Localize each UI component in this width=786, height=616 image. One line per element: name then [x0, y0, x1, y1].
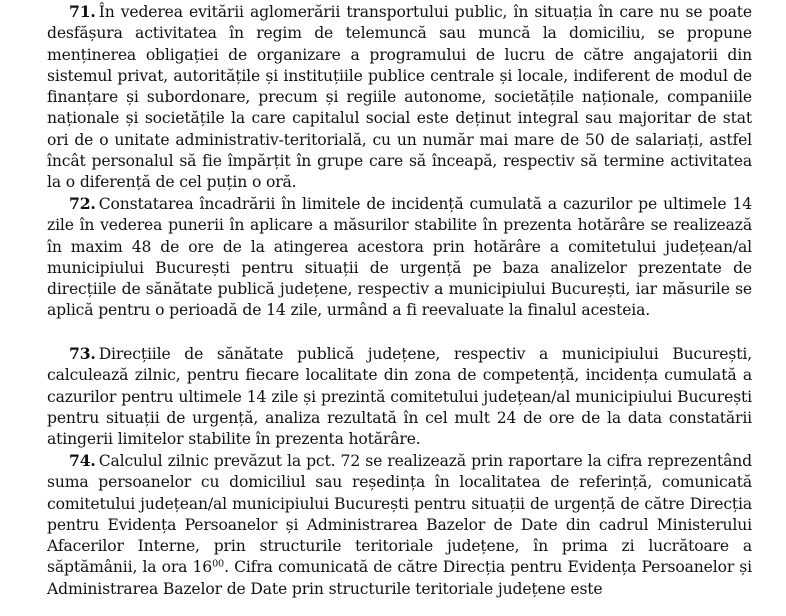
time-superscript: 00 [212, 559, 225, 571]
paragraph-text: Constatarea încadrării în limitele de incidență cumulată a cazurilor pe ultimele 14 zile în vederea punerii în aplicare a măsurilor stabilite în prezenta hotărâre se realizează în maxim 48 de ore de la atingerea acestora prin hotărâre a comitetului județean/al municipiului București pentru situații de urgență pe baza analizelor prezentate de direcțiile de sănătate publică județene, respectiv a municipiului București, iar măsurile se aplică pentru o perioadă de 14 zile, urmând a fi reevaluate la finalul acesteia. [47, 195, 752, 320]
paragraph-74 [47, 450, 752, 600]
paragraph-text-continued: . Cifra comunicată de către Direcția pentru Evidența Persoanelor și Administrarea Bazelor de Date prin structurile teritoriale județene este [47, 558, 753, 598]
paragraph-number: 74. [69, 451, 96, 470]
paragraph-number: 72. [69, 194, 96, 213]
paragraph-text: Direcțiile de sănătate publică județene, respectiv a municipiului București, calculează zilnic, pentru fiecare localitate din zona de competență, incidența cumulată a cazurilor pentru ultimele 14 zile și prezintă comitetului județean/al municipiului București pentru situații de urgență, analiza rezultată în cel mult 24 de ore de la data constatării atingerii limitelor stabilite în prezenta hotărâre. [47, 345, 752, 449]
paragraph-73 [47, 343, 752, 450]
paragraph-72 [47, 193, 752, 322]
paragraph-number: 73. [69, 344, 96, 363]
paragraph-text: Calculul zilnic prevăzut la pct. 72 se realizează prin raportare la cifra reprezentând suma persoanelor cu domiciliul sau reședința în localitatea de referință, comunicată comitetului județean/al municipiului București pentru situații de urgență de către Direcția pentru Evidența Persoanelor și Administrarea Bazelor de Date din cadrul Ministerului Afacerilor Interne, prin structurile teritoriale județene, în prima zi lucrătoare a săptămânii, la ora 16 [47, 452, 752, 577]
paragraph-number: 71. [69, 2, 96, 21]
paragraph-71 [47, 1, 752, 194]
paragraph-text: În vederea evitării aglomerării transportului public, în situația în care nu se poate desfășura activitatea în regim de telemuncă sau muncă la domiciliu, se propune menținerea obligației de organizare a programului de lucru de către angajatorii din sistemul privat, autoritățile și instituțiile publice centrale și locale, indiferent de modul de finanțare și subordonare, precum și regiile autonome, societățile naționale, companiile naționale și societățile la care capitalul social este deținut integral sau majoritar de stat ori de o unitate administrativ-teritorială, cu un număr mai mare de 50 de salariați, astfel încât personalul să fie împărțit în grupe care să înceapă, respectiv să termine activitatea la o diferență de cel puțin o oră. [47, 3, 752, 192]
